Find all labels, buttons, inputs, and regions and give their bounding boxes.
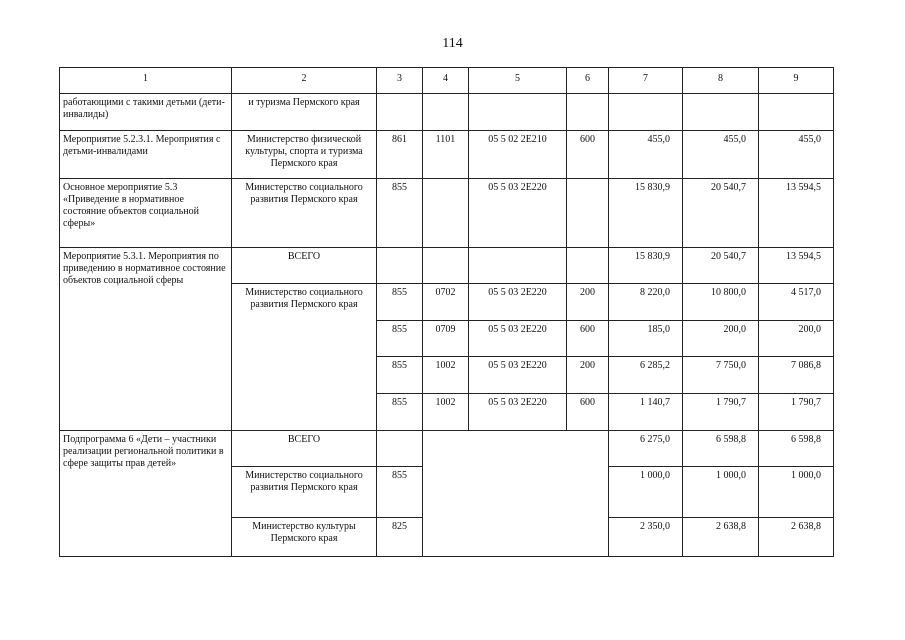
- value-cell: 6 275,0: [608, 430, 683, 467]
- value-cell: 4 517,0: [758, 283, 834, 321]
- value-cell: 6 598,8: [758, 430, 834, 467]
- organization-cell: Министерство социального развития Пермского края: [231, 178, 377, 248]
- organization-cell: ВСЕГО: [231, 430, 377, 467]
- value-cell: 1002: [422, 393, 469, 431]
- value-cell: 6 598,8: [682, 430, 759, 467]
- column-header: 4: [422, 67, 469, 94]
- value-cell: 05 5 03 2E220: [468, 283, 567, 321]
- value-cell: 10 800,0: [682, 283, 759, 321]
- value-cell: 2 350,0: [608, 517, 683, 557]
- value-cell: 200: [566, 356, 609, 394]
- event-cell: работающими с такими детьми (дети-инвалиды): [59, 93, 232, 131]
- value-cell: 1 790,7: [758, 393, 834, 431]
- column-header: 5: [468, 67, 567, 94]
- value-cell: 600: [566, 130, 609, 179]
- value-cell: 05 5 03 2E220: [468, 356, 567, 394]
- value-cell: 600: [566, 393, 609, 431]
- value-cell: [422, 247, 469, 284]
- organization-cell: ВСЕГО: [231, 247, 377, 284]
- value-cell: 855: [376, 283, 423, 321]
- value-cell: [376, 430, 423, 467]
- value-cell: 05 5 03 2E220: [468, 393, 567, 431]
- value-cell: 20 540,7: [682, 247, 759, 284]
- value-cell: [422, 178, 469, 248]
- event-cell: Мероприятие 5.2.3.1. Мероприятия с детьми-инвалидами: [59, 130, 232, 179]
- value-cell: 855: [376, 178, 423, 248]
- value-cell: 0709: [422, 320, 469, 357]
- organization-cell: Министерство социального развития Пермского края: [231, 283, 377, 431]
- column-header: 6: [566, 67, 609, 94]
- column-header: 3: [376, 67, 423, 94]
- value-cell: [376, 93, 423, 131]
- value-cell: 855: [376, 466, 423, 518]
- value-cell: 200,0: [682, 320, 759, 357]
- value-cell: 13 594,5: [758, 247, 834, 284]
- value-cell: 1002: [422, 356, 469, 394]
- value-cell: 15 830,9: [608, 178, 683, 248]
- value-cell: 185,0: [608, 320, 683, 357]
- value-cell: [422, 93, 469, 131]
- blank-cell: [422, 430, 609, 557]
- value-cell: [566, 93, 609, 131]
- value-cell: 1 000,0: [682, 466, 759, 518]
- column-header: 8: [682, 67, 759, 94]
- value-cell: [758, 93, 834, 131]
- organization-cell: Министерство физической культуры, спорта и туризма Пермского края: [231, 130, 377, 179]
- value-cell: 2 638,8: [758, 517, 834, 557]
- value-cell: 05 5 03 2E220: [468, 178, 567, 248]
- value-cell: 15 830,9: [608, 247, 683, 284]
- column-header: 7: [608, 67, 683, 94]
- value-cell: 455,0: [608, 130, 683, 179]
- value-cell: 7 750,0: [682, 356, 759, 394]
- value-cell: 825: [376, 517, 423, 557]
- value-cell: 1101: [422, 130, 469, 179]
- value-cell: 6 285,2: [608, 356, 683, 394]
- value-cell: 855: [376, 356, 423, 394]
- value-cell: 455,0: [682, 130, 759, 179]
- value-cell: 05 5 02 2E210: [468, 130, 567, 179]
- organization-cell: Министерство социального развития Пермского края: [231, 466, 377, 518]
- value-cell: 200: [566, 283, 609, 321]
- value-cell: 8 220,0: [608, 283, 683, 321]
- organization-cell: и туризма Пермского края: [231, 93, 377, 131]
- value-cell: 1 000,0: [608, 466, 683, 518]
- value-cell: [566, 247, 609, 284]
- event-cell: Мероприятие 5.3.1. Мероприятия по приведению в нормативное состояние объектов социальной сферы: [59, 247, 232, 431]
- value-cell: [468, 93, 567, 131]
- value-cell: 2 638,8: [682, 517, 759, 557]
- value-cell: [566, 178, 609, 248]
- page-number: 114: [442, 36, 463, 51]
- column-header: 1: [59, 67, 232, 94]
- column-header: 2: [231, 67, 377, 94]
- value-cell: 455,0: [758, 130, 834, 179]
- value-cell: 600: [566, 320, 609, 357]
- value-cell: 0702: [422, 283, 469, 321]
- column-header: 9: [758, 67, 834, 94]
- value-cell: 855: [376, 393, 423, 431]
- value-cell: 1 790,7: [682, 393, 759, 431]
- value-cell: [608, 93, 683, 131]
- value-cell: 1 140,7: [608, 393, 683, 431]
- value-cell: 7 086,8: [758, 356, 834, 394]
- value-cell: 13 594,5: [758, 178, 834, 248]
- value-cell: 20 540,7: [682, 178, 759, 248]
- value-cell: 200,0: [758, 320, 834, 357]
- value-cell: [376, 247, 423, 284]
- value-cell: 861: [376, 130, 423, 179]
- event-cell: Основное мероприятие 5.3 «Приведение в нормативное состояние объектов социальной сферы»: [59, 178, 232, 248]
- value-cell: [468, 247, 567, 284]
- event-cell: Подпрограмма 6 «Дети – участники реализации региональной политики в сфере защиты прав детей»: [59, 430, 232, 557]
- value-cell: 05 5 03 2E220: [468, 320, 567, 357]
- value-cell: [682, 93, 759, 131]
- organization-cell: Министерство культуры Пермского края: [231, 517, 377, 557]
- value-cell: 1 000,0: [758, 466, 834, 518]
- value-cell: 855: [376, 320, 423, 357]
